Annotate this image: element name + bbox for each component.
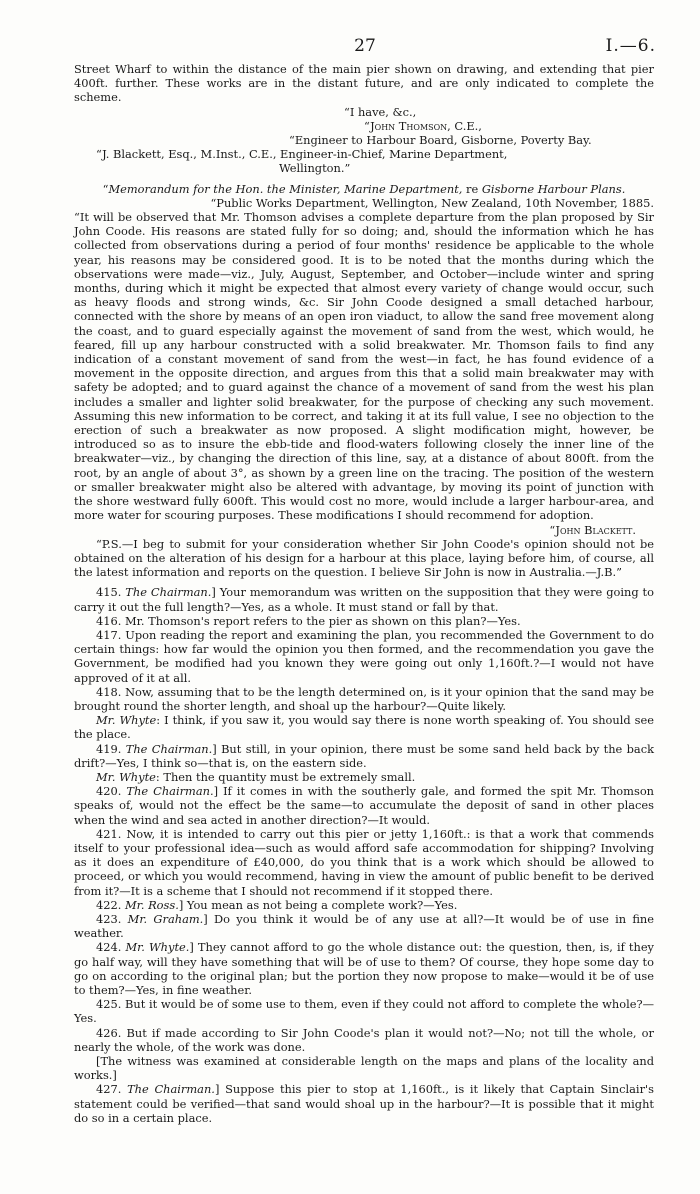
memo-title: “Memorandum for the Hon. the Minister, Marine Department, re Gisborne Harbour Plans.	[102, 181, 626, 196]
question-number: 420.	[96, 784, 122, 799]
memo-body: “It will be observed that Mr. Thomson advises a complete departure from the plan proposed by Sir John Coode. His reasons are stated fully for so doing; and, should the information which he has collected from observations during a period of four months' residence be applicable to the whole year, his reasons may be considered good. It is to be noted that the months during which the observations were made—viz., July, August, September, and October—include winter and spring months, during which it might be expected that almost every variety of change would occur, such as heavy floods and strong winds, &c. Sir John Coode designed a small detached harbour, connected with the shore by means of an open iron viaduct, to allow the sand free movement along the coast, and to guard especially against the movement of sand from the west, which would, he feared, fill up any harbour constructed with a solid breakwater. Mr. Thomson fails to find any indication of a constant movement of sand from the west—in fact, he has found evidence of a movement in the opposite direction, and argues from this that a solid main breakwater may with safety be adopted; and to guard against the chance of a movement of sand from the west his plan includes a smaller and lighter solid breakwater, for the purpose of checking any such movement. Assuming this new information to be correct, and taking it at its full value, I see no objection to the erection of such a breakwater as now proposed. A slight modification might, however, be introduced so as to insure the ebb-tide and flood-waters following closely the inner line of the breakwater—viz., by changing the direction of this line, say, at a distance of about 800ft. from the root, by an angle of about 3°, as shown by a green line on the tracing. The position of the western or smaller breakwater might also be altered with advantage, by moving its point of junction with the shore westward fully 600ft. This would cost no more, would include a larger harbour-area, and more water for scouring purposes. These modifications I should recommend for adoption.	[74, 210, 654, 523]
question-number: 427.	[96, 1082, 122, 1097]
evidence-text: Upon reading the report and examining the plan, you recommended the Government to do certain things: how far would the opinion you then formed, and the recommendation you gave the Government, be modified had you known they were going out only 1,160ft.?—I would not have approved of it at all.	[74, 627, 654, 685]
evidence-paragraph: Mr. Whyte: Then the quantity must be extremely small.	[96, 769, 416, 784]
evidence-text: [The witness was examined at considerable length on the maps and plans of the locality and works.]	[74, 1054, 654, 1083]
question-number: 417.	[96, 627, 122, 642]
page-body	[74, 62, 654, 1125]
letter-salutation: “I have, &c.,	[344, 104, 417, 119]
evidence-paragraph: 419. The Chairman.] But still, in your opinion, there must be some sand held back by the back drift?—Yes, I think so—that is, on the eastern side.	[74, 741, 654, 770]
evidence-paragraph	[74, 1026, 654, 1054]
evidence-paragraph	[74, 827, 654, 898]
memo-dateline: “Public Works Department, Wellington, New Zealand, 10th November, 1885.	[210, 195, 654, 210]
question-number: 422.	[96, 897, 122, 912]
evidence-paragraph: 423. Mr. Graham.] Do you think it would be of any use at all?—It would be of use in fine weather.	[74, 911, 654, 941]
evidence-paragraph	[74, 997, 654, 1025]
paper-reference: I.—6.	[605, 36, 656, 56]
page-number: 27	[354, 36, 376, 56]
evidence-paragraph: 422. Mr. Ross.] You mean as not being a complete work?—Yes.	[96, 897, 458, 912]
evidence-text: They cannot afford to go the whole distance out: the question, then, is, if they go half way, will they have something that will be of use to them? Of course, they hope some day to go on according to the original plan; but the portion they now propose to make—would it be of use to them?—Yes, in fine weather.	[74, 940, 654, 997]
evidence-text: Then the quantity must be extremely small.	[163, 769, 416, 784]
evidence-text: You mean as not being a complete work?—Yes.	[186, 897, 458, 912]
question-number: 421.	[96, 826, 122, 841]
evidence-paragraph	[74, 628, 654, 685]
letter-closing-paragraph: Street Wharf to within the distance of the main pier shown on drawing, and extending that pier 400ft. further. These works are in the distant future, and are only indicated to complete the scheme.	[74, 62, 654, 105]
evidence-text: If it comes in with the southerly gale, and formed the spit Mr. Thomson speaks of, would not the effect be the same—to accumulate the deposit of sand in other places when the wind and sea acted in another direction?—It would.	[74, 784, 655, 827]
memo-signature: “John Blackett.	[549, 522, 636, 537]
evidence-paragraph	[74, 1054, 654, 1082]
evidence-text: Now, it is intended to carry out this pier or jetty 1,160ft.: is that a work that commends itself to your professional idea—such as would afford safe accommodation for shipping? Involving as it does an expenditure of £40,000, do you think that is a work which should be allowed to proceed, or which you would recommend, having in view the amount of public benefit to be derived from it?—It is a scheme that I should not recommend if it stopped there.	[74, 826, 654, 898]
letter-signatory-title: “Engineer to Harbour Board, Gisborne, Poverty Bay.	[289, 133, 592, 148]
speaker-name: Mr. Graham.	[127, 911, 204, 926]
speaker-name: Mr. Whyte	[96, 769, 156, 784]
question-number: 416.	[96, 613, 122, 628]
question-number: 415.	[96, 585, 122, 600]
evidence-paragraph: Mr. Whyte: I think, if you saw it, you would say there is none worth speaking of. You should see the place.	[74, 713, 654, 742]
evidence-paragraph: 415. The Chairman.] Your memorandum was written on the supposition that they were going to carry it out the full length?—Yes, as a whole. It must stand or fall by that.	[74, 585, 654, 614]
evidence-text: I think, if you saw it, you would say there is none worth speaking of. You should see the place.	[74, 713, 654, 742]
question-number: 423.	[96, 911, 122, 926]
evidence-text: But if made according to Sir John Coode's plan it would not?—No; not till the whole, or nearly the whole, of the work was done.	[74, 1025, 654, 1054]
evidence-text: But it would be of some use to them, even if they could not afford to complete the whole?—Yes.	[74, 997, 655, 1026]
letter-addressee-place: Wellington.”	[279, 161, 351, 176]
evidence-paragraph: 424. Mr. Whyte.] They cannot afford to go the whole distance out: the question, then, is, if they go half way, will they have something that will be of use to them? Of course, they hope some day to go on according to the original plan; but the portion they now propose to make—would it be of use to them?—Yes, in fine weather.	[74, 940, 654, 997]
evidence-list	[74, 585, 654, 1125]
evidence-paragraph	[74, 614, 654, 628]
speaker-name: Mr. Whyte.	[125, 940, 190, 955]
page-header	[74, 36, 656, 58]
question-number: 426.	[96, 1025, 122, 1040]
question-number: 418.	[96, 684, 122, 699]
speaker-name: The Chairman.	[127, 1082, 215, 1097]
evidence-text: Now, assuming that to be the length determined on, is it your opinion that the sand may be brought round the shorter length, and shoal up the harbour?—Quite likely.	[74, 684, 655, 713]
evidence-text: Suppose this pier to stop at 1,160ft., is it likely that Captain Sinclair's statement could be verified—that sand would shoal up in the harbour?—It is possible that it might do so in a certain place.	[74, 1082, 654, 1125]
evidence-paragraph: 427. The Chairman.] Suppose this pier to stop at 1,160ft., is it likely that Captain Sinclair's statement could be verified—that sand would shoal up in the harbour?—It is possible that it might do so in a certain place.	[74, 1082, 654, 1125]
speaker-name: The Chairman.	[126, 784, 214, 799]
speaker-name: Mr. Ross.	[125, 897, 179, 912]
question-number: 424.	[96, 940, 122, 955]
question-number: 425.	[96, 997, 122, 1012]
evidence-paragraph: 420. The Chairman.] If it comes in with the southerly gale, and formed the spit Mr. Thomson speaks of, would not the effect be the same—to accumulate the deposit of sand in other places when the wind and sea acted in another direction?—It would.	[74, 784, 655, 827]
question-number: 419.	[96, 741, 122, 756]
evidence-text: Do you think it would be of any use at all?—It would be of use in fine weather.	[74, 911, 654, 941]
speaker-name: The Chairman.	[125, 585, 212, 600]
speaker-name: The Chairman.	[125, 741, 213, 756]
letter-addressee: “J. Blackett, Esq., M.Inst., C.E., Engineer-in-Chief, Marine Department,	[96, 147, 508, 162]
evidence-paragraph	[74, 685, 654, 713]
evidence-text: But still, in your opinion, there must be some sand held back by the back drift?—Yes, I think so—that is, on the eastern side.	[74, 741, 654, 770]
speaker-name: Mr. Whyte	[96, 713, 157, 728]
memo-postscript: “P.S.—I beg to submit for your consideration whether Sir John Coode's opinion should not be obtained on the alteration of his design for a harbour at this place, laying before him, of course, all the latest information and reports on the question. I believe Sir John is now in Australia.—J.B.”	[74, 536, 654, 580]
letter-signatory: “John Thomson, C.E.,	[364, 118, 482, 133]
evidence-text: Your memorandum was written on the supposition that they were going to carry it out the full length?—Yes, as a whole. It must stand or fall by that.	[74, 585, 654, 614]
evidence-text: Mr. Thomson's report refers to the pier as shown on this plan?—Yes.	[125, 613, 521, 628]
